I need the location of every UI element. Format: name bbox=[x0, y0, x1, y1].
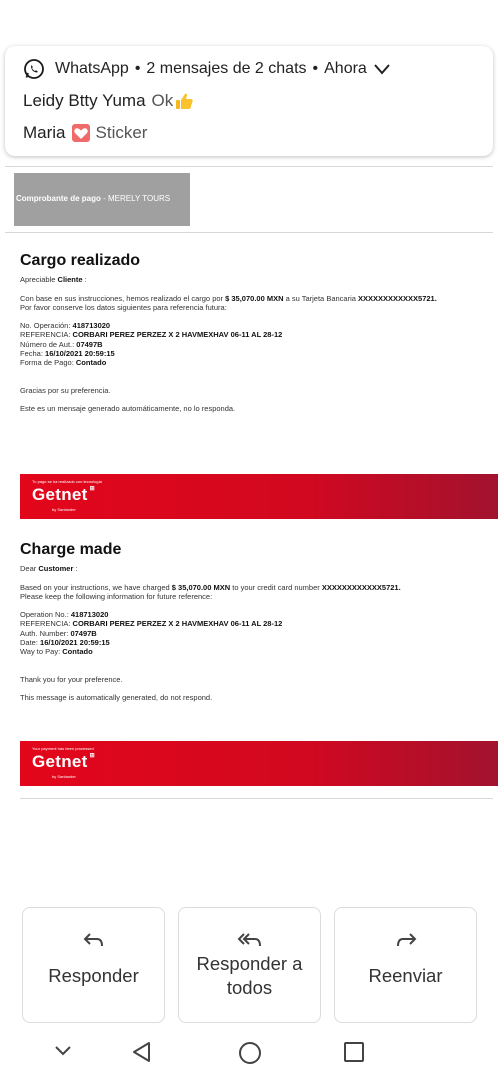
card-number: XXXXXXXXXXXX5721. bbox=[358, 293, 437, 303]
message-sender: Maria bbox=[23, 123, 66, 142]
chevron-down-icon[interactable] bbox=[373, 61, 389, 77]
email-actions bbox=[22, 907, 477, 1023]
auth-number: 07497B bbox=[70, 628, 97, 638]
card-number: XXXXXXXXXXXX5721. bbox=[321, 582, 401, 592]
nav-back-icon[interactable] bbox=[131, 1041, 153, 1063]
message-text: Ok bbox=[151, 91, 174, 110]
divider bbox=[5, 232, 493, 233]
reply-button[interactable] bbox=[22, 907, 165, 1023]
heart-icon bbox=[72, 124, 90, 142]
message-text: Sticker bbox=[95, 123, 148, 142]
pay-method: Contado bbox=[75, 358, 107, 368]
notification-time: Ahora bbox=[324, 60, 367, 77]
whatsapp-notification[interactable] bbox=[5, 46, 493, 156]
notification-app-name: WhatsApp bbox=[55, 60, 129, 77]
banner-title: Comprobante de pago bbox=[16, 194, 101, 203]
amount: $ 35,070.00 MXN bbox=[171, 582, 231, 592]
nav-home-icon[interactable] bbox=[238, 1041, 262, 1065]
divider bbox=[20, 798, 493, 799]
reply-all-label: Responder a todos bbox=[196, 953, 303, 998]
whatsapp-icon bbox=[23, 58, 45, 80]
receipt-es: Cargo realizado Apreciable Cliente : Con base en sus instrucciones, hemos realizado el cargo por $ 35,070.00 MXN a su Tarjeta Bancaria XXXXXXXXXXXX5721. Por favor conserve los datos siguientes para referencia futura: No. Operación: 418713020 REFERENCIA: CORBARI PEREZ PERZEZ X 2 HAVMEXHAV 06-11 AL 28-12 Número de Aut.: 07497B Fecha: 16/10/2021 20:59:15 Forma de Pago: Contado Gracias por su preferencia. Este es un mensaje generado automáticamente, no lo responda. bbox=[20, 256, 490, 413]
reply-all-icon bbox=[237, 932, 263, 948]
auth-number: 07497B bbox=[76, 339, 103, 349]
receipt-en: Charge made Dear Customer : Based on your instructions, we have charged $ 35,070.00 MXN to your credit card number XXXXXXXXXXXX5721. Please keep the following information for future reference: Operation No.: 418713020 REFERENCIA: CORBARI PEREZ PERZEZ X 2 HAVMEXHAV 06-11 AL 28-12 Auth. Number: 07497B Date: 16/10/2021 20:59:15 Way to Pay: Contado Thank you for your preference. This message is automatically generated, do not respond. bbox=[20, 545, 490, 702]
notification-message-2[interactable] bbox=[23, 122, 475, 144]
operation-number: 418713020 bbox=[72, 321, 111, 331]
getnet-logo: Getnet ⊞ bbox=[32, 752, 95, 771]
section-title: Cargo realizado bbox=[20, 252, 141, 269]
date: 16/10/2021 20:59:15 bbox=[40, 638, 110, 648]
forward-label: Reenviar bbox=[368, 965, 443, 986]
reference: CORBARI PEREZ PERZEZ X 2 HAVMEXHAV 06-11 AL 28-12 bbox=[72, 619, 283, 629]
date: 16/10/2021 20:59:15 bbox=[45, 349, 115, 359]
getnet-banner: Tu pago se ha realizado con tecnología Getnet ⊞ by Santander bbox=[20, 474, 498, 519]
nav-recents-icon[interactable] bbox=[343, 1041, 365, 1063]
forward-icon bbox=[395, 932, 417, 948]
section-title: Charge made bbox=[20, 541, 122, 558]
forward-button[interactable] bbox=[334, 907, 477, 1023]
nav-down-icon[interactable] bbox=[53, 1044, 73, 1058]
getnet-banner: Your payment has been processed Getnet ⊞ by Santander bbox=[20, 741, 498, 786]
reply-label: Responder bbox=[48, 965, 139, 986]
notification-summary: 2 mensajes de 2 chats bbox=[146, 60, 307, 77]
reply-icon bbox=[83, 932, 105, 948]
amount: $ 35,070.00 MXN bbox=[225, 293, 284, 303]
thumbs-up-icon bbox=[174, 91, 194, 111]
operation-number: 418713020 bbox=[70, 610, 109, 620]
divider bbox=[5, 166, 493, 167]
navigation-bar bbox=[0, 1024, 498, 1080]
email-banner: Comprobante de pago - MERELY TOURS bbox=[14, 173, 190, 226]
notification-header: WhatsApp • 2 mensajes de 2 chats • Ahora bbox=[23, 58, 475, 80]
notification-message-1[interactable] bbox=[23, 90, 475, 112]
banner-sender: MERELY TOURS bbox=[108, 194, 171, 203]
reference: CORBARI PEREZ PERZEZ X 2 HAVMEXHAV 06-11 AL 28-12 bbox=[72, 330, 283, 340]
message-sender: Leidy Btty Yuma bbox=[23, 91, 146, 110]
pay-method: Contado bbox=[62, 647, 93, 657]
getnet-logo: Getnet ⊞ bbox=[32, 485, 95, 504]
reply-all-button[interactable] bbox=[178, 907, 321, 1023]
